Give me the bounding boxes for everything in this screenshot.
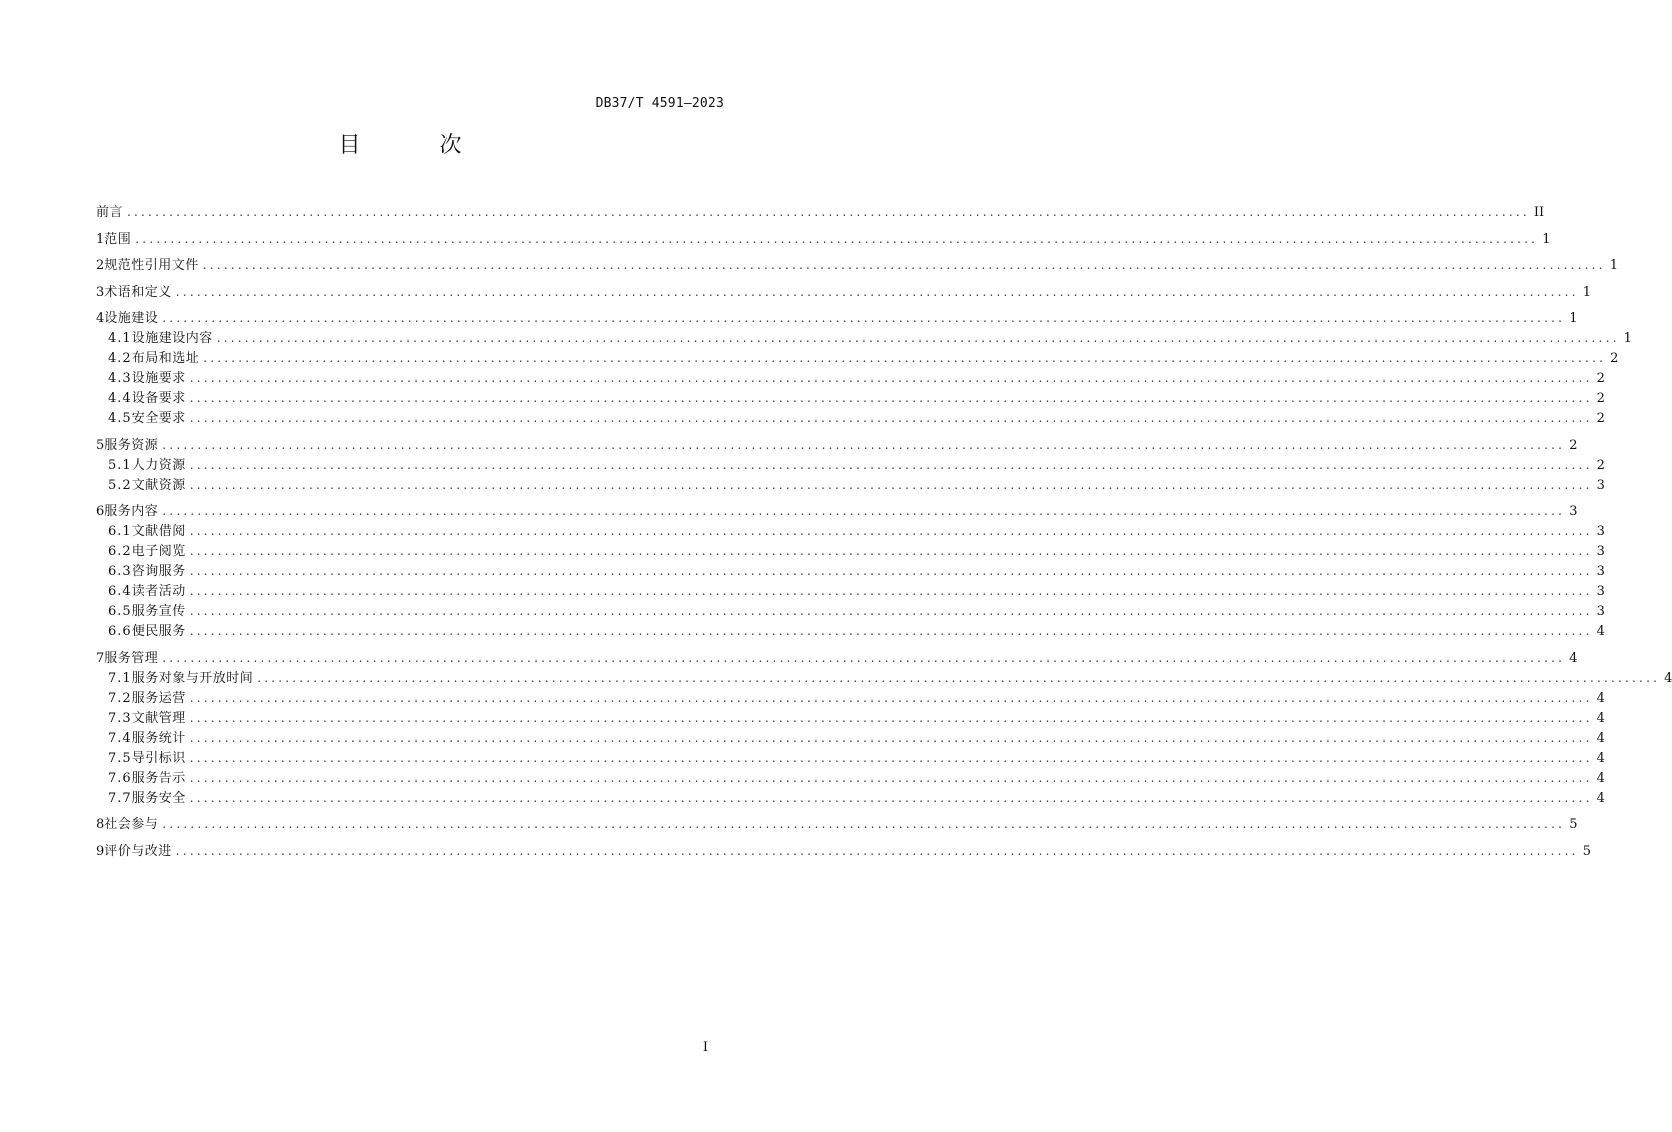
dot-leader: ........................................................................................................................................................................................................ (162, 817, 1566, 831)
toc-entry-number: 8 (96, 817, 105, 832)
toc-entry-number: 6.2 (108, 544, 132, 559)
toc-entry-number: 7.2 (108, 690, 132, 706)
toc-entry[interactable] (96, 501, 1578, 521)
toc-entry-number: 7.4 (108, 730, 132, 746)
toc-entry-number: 9 (96, 843, 105, 859)
toc-entry-number: 2 (96, 258, 105, 273)
toc-entry-page: 4 (1596, 750, 1605, 766)
toc-entry-number: 5.2 (108, 477, 132, 493)
toc-entry-label: 安全要求 (131, 411, 186, 426)
toc-entry-number: 7.5 (108, 750, 132, 766)
toc-entry[interactable] (96, 282, 1591, 302)
toc-entry-page: 5 (1569, 817, 1578, 832)
toc-entry[interactable] (96, 388, 1605, 408)
toc-entry-label: 导引标识 (131, 750, 186, 766)
document-code: DB37/T 4591—2023 (595, 96, 724, 111)
toc-entry-number: 6 (96, 504, 105, 519)
toc-entry[interactable] (96, 708, 1605, 728)
toc-entry-page: 3 (1596, 564, 1605, 579)
toc-entry-page: 1 (1582, 284, 1591, 300)
toc-entry-number: 7 (96, 650, 105, 666)
dot-leader: ........................................................................................................................................................................................................ (189, 371, 1593, 385)
toc-entry-number: 1 (96, 231, 105, 247)
dot-leader: ........................................................................................................................................................................................................ (127, 205, 1530, 219)
dot-leader: ........................................................................................................................................................................................................ (162, 311, 1566, 325)
toc-entry-number: 5 (96, 437, 105, 453)
toc-entry-label: 设施建设内容 (131, 331, 213, 346)
toc-entry[interactable] (96, 768, 1605, 788)
dot-leader: ........................................................................................................................................................................................................ (175, 284, 1579, 299)
dot-leader: ........................................................................................................................................................................................................ (189, 391, 1593, 405)
toc-entry-number: 7.7 (108, 790, 132, 806)
toc-entry-page: 4 (1569, 650, 1578, 666)
dot-leader: ........................................................................................................................................................................................................ (189, 524, 1593, 538)
toc-entry-number: 7.1 (108, 670, 132, 686)
toc-entry-page: 1 (1542, 231, 1551, 247)
toc-entry[interactable] (96, 788, 1605, 808)
toc-entry-page: 1 (1609, 258, 1618, 273)
toc-entry-label: 前言 (96, 205, 124, 220)
toc-entry[interactable] (96, 408, 1605, 428)
toc-entry[interactable] (96, 748, 1605, 768)
toc-entry-page: 4 (1664, 670, 1672, 686)
toc-entry-page: 3 (1569, 504, 1578, 519)
toc-entry-number: 4 (96, 311, 105, 326)
dot-leader: ........................................................................................................................................................................................................ (162, 650, 1566, 665)
toc-entry-page: 3 (1596, 477, 1605, 493)
toc-entry-page: 2 (1596, 411, 1605, 426)
toc-entry-page: 2 (1596, 457, 1605, 473)
toc-entry[interactable] (96, 308, 1578, 328)
toc-entry[interactable] (96, 255, 1618, 275)
toc-entry[interactable] (96, 435, 1578, 455)
toc-entry-label: 人力资源 (131, 457, 186, 473)
toc-entry[interactable] (96, 229, 1551, 249)
dot-leader: ........................................................................................................................................................................................................ (257, 670, 1661, 685)
dot-leader: ........................................................................................................................................................................................................ (202, 258, 1606, 272)
toc-entry-label: 文献资源 (131, 477, 186, 493)
toc-entry-label: 文献管理 (131, 710, 186, 726)
dot-leader: ........................................................................................................................................................................................................ (162, 437, 1566, 452)
toc-entry[interactable] (96, 561, 1605, 581)
toc-entry-page: 1 (1569, 311, 1578, 326)
toc-entry-page: 2 (1610, 351, 1619, 366)
toc-entry-number: 6.6 (108, 624, 132, 639)
toc-entry-number: 7.6 (108, 770, 132, 786)
toc-entry-number: 6.3 (108, 564, 132, 579)
toc-entry[interactable] (96, 688, 1605, 708)
toc-entry[interactable] (96, 328, 1632, 348)
toc-entry-label: 读者活动 (131, 584, 186, 599)
toc-entry-page: II (1533, 205, 1545, 220)
toc-entry-label: 服务资源 (104, 437, 159, 453)
toc-entry[interactable] (96, 475, 1605, 495)
toc-entry-number: 4.3 (108, 371, 132, 386)
toc-entry[interactable] (96, 581, 1605, 601)
table-of-contents (96, 202, 1672, 861)
toc-entry-page: 3 (1596, 524, 1605, 539)
toc-entry-label: 社会参与 (104, 817, 159, 832)
toc-entry-page: 4 (1596, 624, 1605, 639)
dot-leader: ........................................................................................................................................................................................................ (189, 457, 1593, 472)
toc-entry-page: 4 (1596, 730, 1605, 746)
dot-leader: ........................................................................................................................................................................................................ (189, 790, 1593, 805)
dot-leader: ........................................................................................................................................................................................................ (189, 730, 1593, 745)
dot-leader: ........................................................................................................................................................................................................ (189, 477, 1593, 492)
toc-entry-label: 服务告示 (131, 770, 186, 786)
toc-entry-label: 服务内容 (104, 504, 159, 519)
toc-entry[interactable] (96, 348, 1619, 368)
toc-entry[interactable] (96, 521, 1605, 541)
toc-entry-page: 4 (1596, 790, 1605, 806)
toc-entry-label: 规范性引用文件 (104, 258, 199, 273)
toc-entry-page: 4 (1596, 690, 1605, 706)
toc-entry-page: 4 (1596, 710, 1605, 726)
toc-entry-label: 服务统计 (131, 730, 186, 746)
toc-entry-page: 2 (1596, 371, 1605, 386)
toc-entry-number: 5.1 (108, 457, 132, 473)
toc-entry[interactable] (96, 455, 1605, 475)
toc-entry[interactable] (96, 648, 1578, 668)
toc-entry-label: 电子阅览 (131, 544, 186, 559)
toc-entry-page: 3 (1596, 544, 1605, 559)
dot-leader: ........................................................................................................................................................................................................ (175, 843, 1579, 858)
toc-entry[interactable] (96, 814, 1578, 834)
toc-entry[interactable] (96, 621, 1605, 641)
toc-entry[interactable] (96, 841, 1591, 861)
dot-leader: ........................................................................................................................................................................................................ (189, 604, 1593, 618)
toc-entry-number: 4.1 (108, 331, 132, 346)
dot-leader: ........................................................................................................................................................................................................ (189, 624, 1593, 638)
dot-leader: ........................................................................................................................................................................................................ (189, 564, 1593, 578)
page-title: 目 次 (338, 133, 498, 158)
toc-entry-page: 1 (1623, 331, 1632, 346)
toc-entry-number: 4.2 (108, 351, 132, 366)
toc-entry-number: 6.4 (108, 584, 132, 599)
toc-entry-label: 范围 (104, 231, 132, 247)
toc-entry-label: 文献借阅 (131, 524, 186, 539)
toc-entry-label: 服务宣传 (131, 604, 186, 619)
dot-leader: ........................................................................................................................................................................................................ (189, 411, 1593, 425)
toc-entry-page: 2 (1596, 391, 1605, 406)
toc-entry-label: 咨询服务 (131, 564, 186, 579)
toc-entry-number: 4.5 (108, 411, 132, 426)
dot-leader: ........................................................................................................................................................................................................ (189, 584, 1593, 598)
toc-entry-page: 5 (1582, 843, 1591, 859)
dot-leader: ........................................................................................................................................................................................................ (216, 331, 1620, 345)
dot-leader: ........................................................................................................................................................................................................ (189, 544, 1593, 558)
toc-entry-label: 便民服务 (131, 624, 186, 639)
toc-entry-page: 2 (1569, 437, 1578, 453)
dot-leader: ........................................................................................................................................................................................................ (189, 690, 1593, 705)
toc-entry-label: 设施要求 (131, 371, 186, 386)
dot-leader: ........................................................................................................................................................................................................ (203, 351, 1607, 365)
toc-entry[interactable] (96, 202, 1545, 222)
toc-entry-label: 服务运营 (131, 690, 186, 706)
toc-entry[interactable] (96, 368, 1605, 388)
toc-entry-page: 3 (1596, 584, 1605, 599)
toc-entry[interactable] (96, 541, 1605, 561)
toc-entry[interactable] (96, 601, 1605, 621)
dot-leader: ........................................................................................................................................................................................................ (189, 750, 1593, 765)
toc-entry-label: 评价与改进 (104, 843, 172, 859)
toc-entry-label: 设备要求 (131, 391, 186, 406)
dot-leader: ........................................................................................................................................................................................................ (189, 770, 1593, 785)
toc-entry-label: 术语和定义 (104, 284, 172, 300)
toc-entry-label: 布局和选址 (131, 351, 200, 366)
toc-entry-number: 6.5 (108, 604, 132, 619)
toc-entry-label: 服务安全 (131, 790, 186, 806)
dot-leader: ........................................................................................................................................................................................................ (189, 710, 1593, 725)
toc-entry[interactable] (96, 728, 1605, 748)
dot-leader: ........................................................................................................................................................................................................ (162, 504, 1566, 518)
toc-entry[interactable] (96, 668, 1672, 688)
toc-entry-label: 设施建设 (104, 311, 159, 326)
toc-entry-number: 7.3 (108, 710, 132, 726)
dot-leader: ........................................................................................................................................................................................................ (135, 231, 1539, 246)
toc-entry-number: 4.4 (108, 391, 132, 406)
footer-page-number: I (702, 1040, 708, 1055)
toc-entry-page: 4 (1596, 770, 1605, 786)
toc-entry-number: 6.1 (108, 524, 132, 539)
toc-entry-page: 3 (1596, 604, 1605, 619)
toc-entry-number: 3 (96, 284, 105, 300)
toc-entry-label: 服务对象与开放时间 (131, 670, 254, 686)
toc-entry-label: 服务管理 (104, 650, 159, 666)
